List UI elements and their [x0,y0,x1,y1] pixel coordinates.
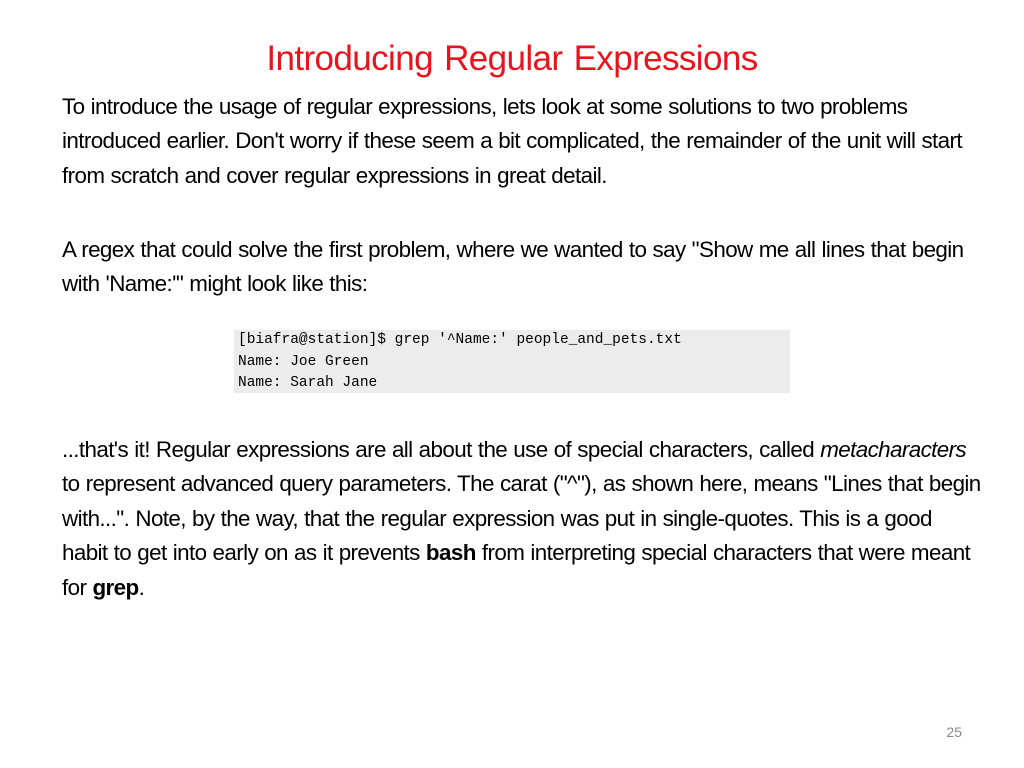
bash-term: bash [425,540,476,566]
slide-title: Introducing Regular Expressions [266,39,758,78]
metacharacters-term: metacharacters [820,437,967,462]
grep-term: grep [92,574,139,600]
terminal-output-line: Name: Sarah Jane [238,375,378,392]
intro-paragraph: To introduce the usage of regular expressions, lets look at some solutions to two problems introduced earlier. Don't worry if these seem a bit complicated, the remainder of the unit will start from scratch and cover regular expressions in great detail. [62,94,962,188]
paragraph-text: to represent advanced query parameters. The carat ("^"), as shown here, means "Lines that begin with...". Note, by the way, that the regular expression was put in single-quotes. This is a good habit to get into early on as it prevents [62,471,981,566]
terminal-command-line: [biafra@station]$ grep '^Name:' people_and_pets.txt [238,332,682,348]
terminal-output-block [234,330,790,393]
paragraph-text: ...that's it! Regular expressions are all about the use of special characters, called [62,437,821,462]
paragraph-text: from interpreting special characters that were meant for [62,540,971,600]
metacharacters-paragraph [62,433,982,605]
regex-example-paragraph: A regex that could solve the first problem, where we wanted to say "Show me all lines that begin with 'Name:'" might look like this: [62,237,964,297]
slide-number: 25 [946,724,962,740]
terminal-output-line: Name: Joe Green [238,353,369,370]
paragraph-text: . [138,574,145,600]
